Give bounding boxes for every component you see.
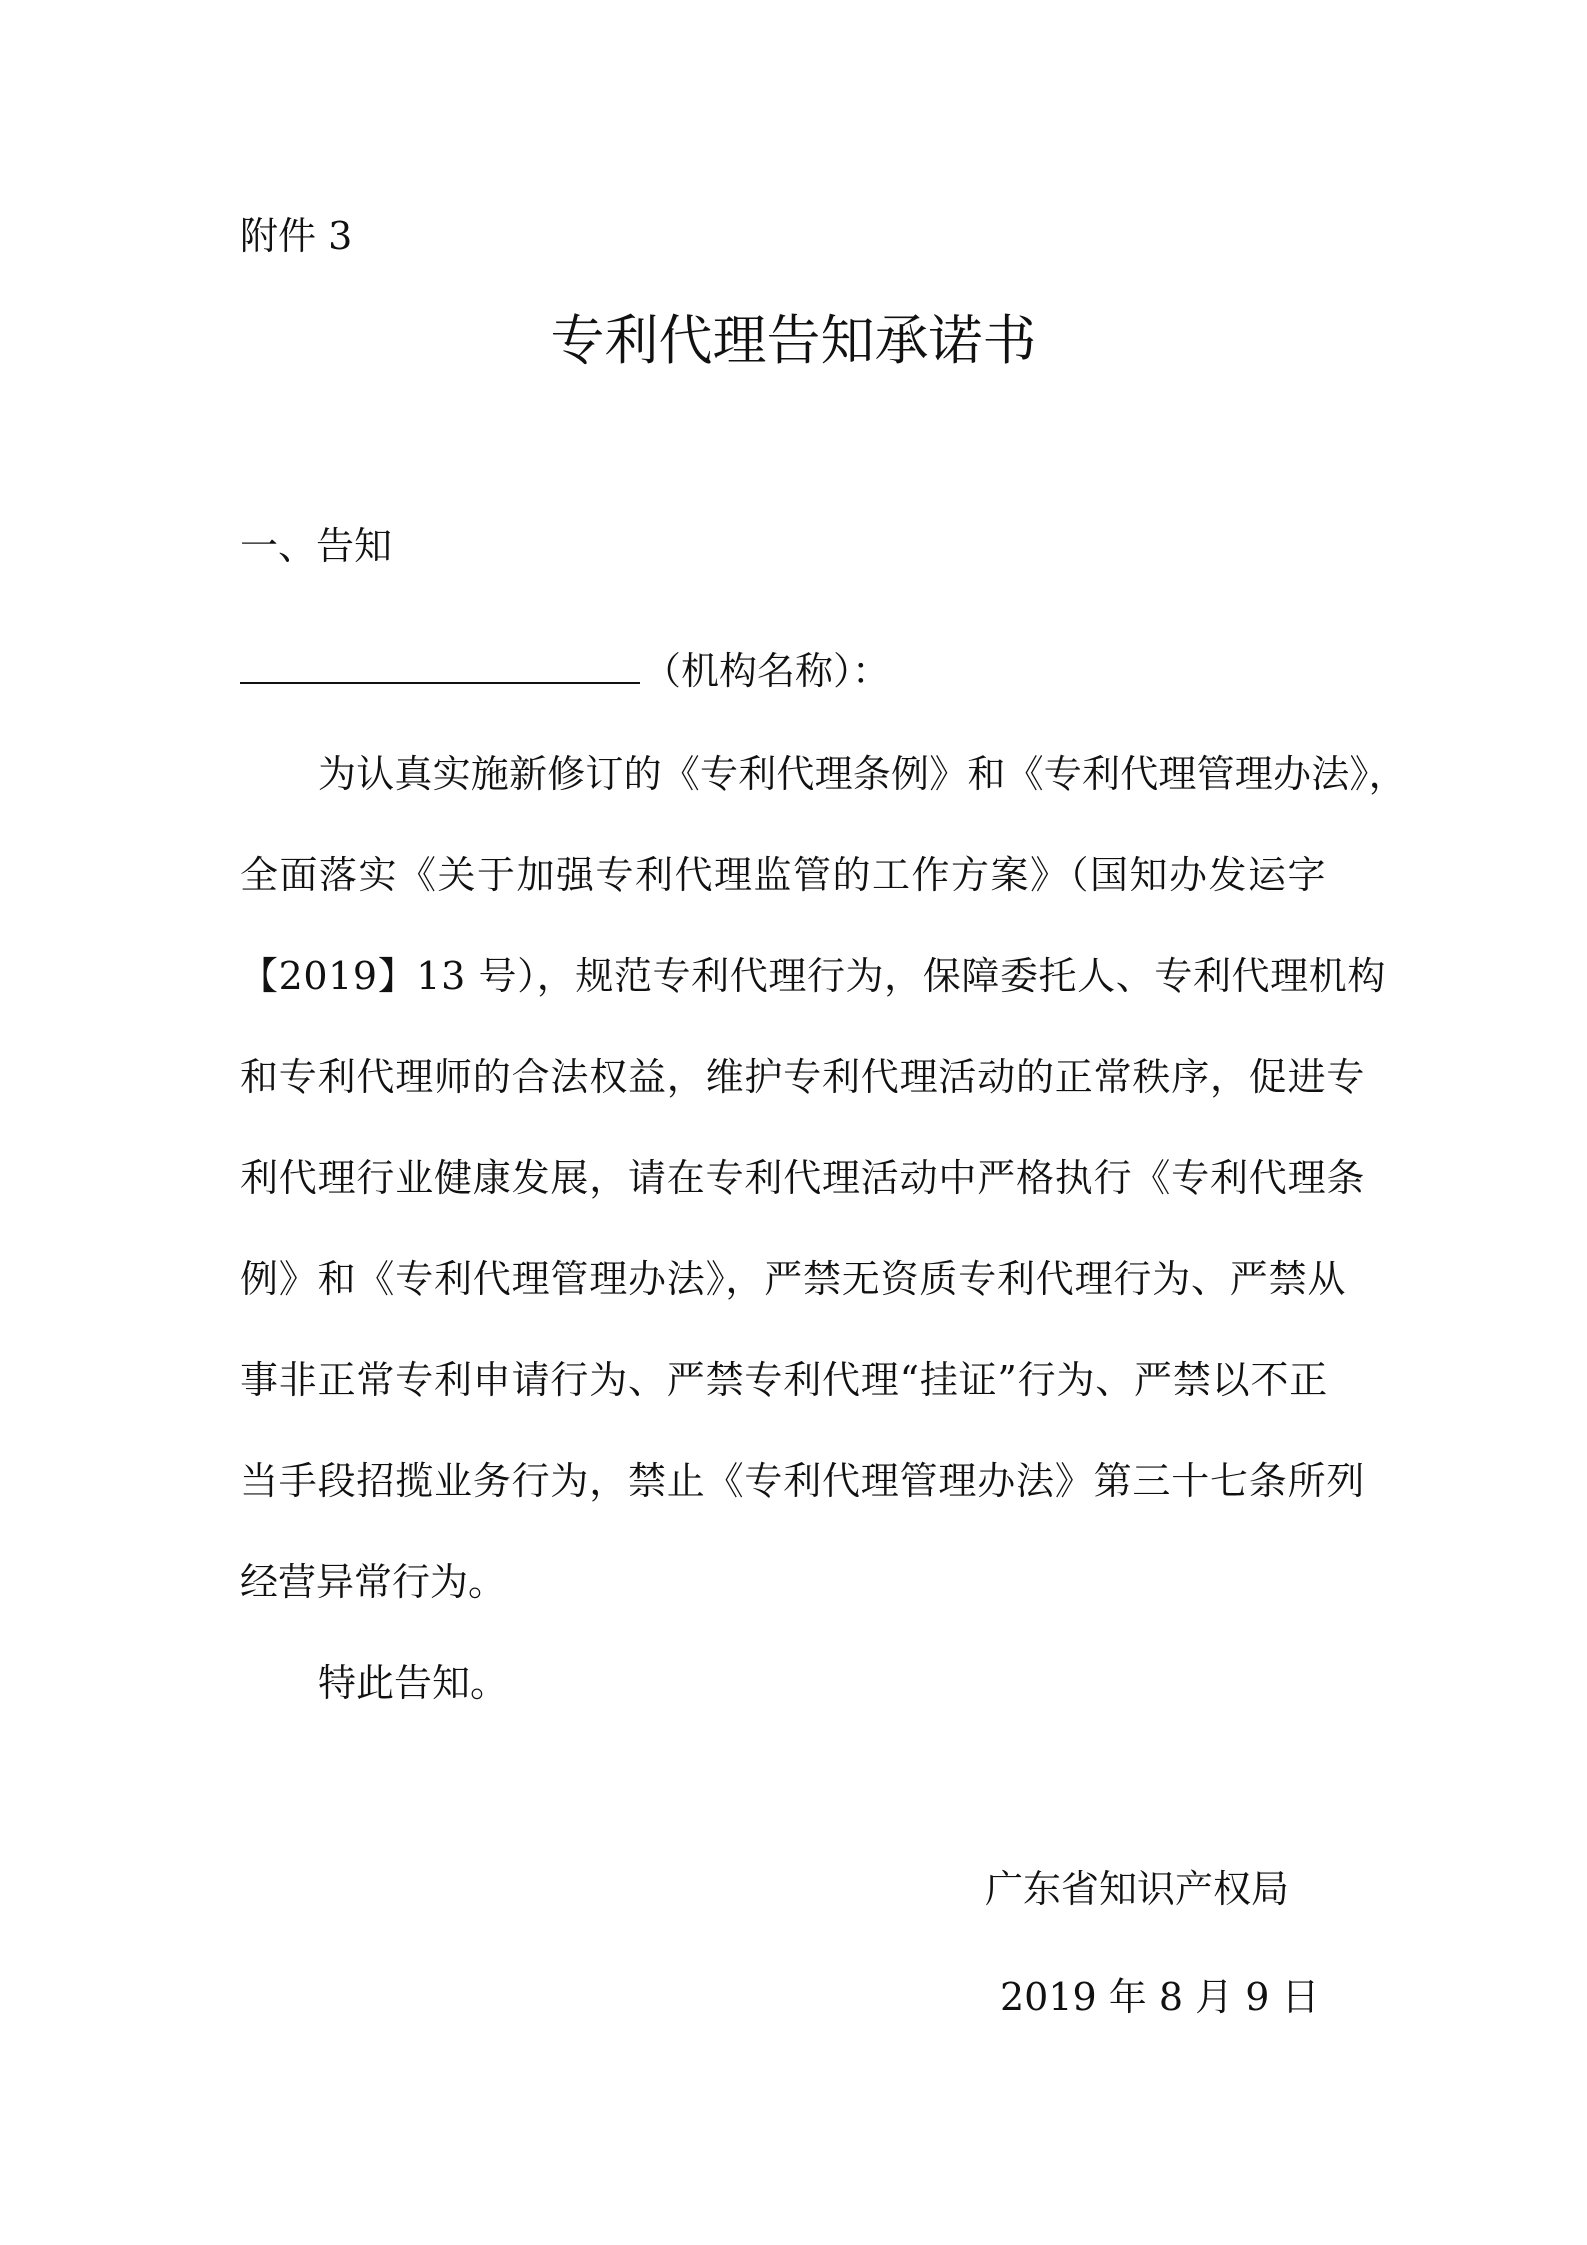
- body-line: 【2019】13 号），规范专利代理行为，保障委托人、专利代理机构: [240, 954, 1386, 998]
- organization-name-blank-line: [240, 682, 640, 684]
- issuer-name: 广东省知识产权局: [985, 1867, 1290, 1911]
- addressee-label: （机构名称）：: [643, 649, 891, 693]
- section-heading: 一、告知: [240, 524, 393, 568]
- closing-line: 特此告知。: [318, 1661, 509, 1705]
- body-line: 经营异常行为。: [240, 1560, 507, 1604]
- issue-date: 2019 年 8 月 9 日: [1000, 1975, 1320, 2019]
- body-line: 利代理行业健康发展，请在专利代理活动中严格执行《专利代理条: [240, 1156, 1366, 1200]
- body-line: 当手段招揽业务行为，禁止《专利代理管理办法》第三十七条所列: [240, 1459, 1366, 1503]
- attachment-label: 附件 3: [240, 214, 353, 258]
- document-title: 专利代理告知承诺书: [550, 309, 1037, 372]
- body-line: 全面落实《关于加强专利代理监管的工作方案》（国知办发运字: [240, 853, 1328, 897]
- body-line: 事非正常专利申请行为、严禁专利代理“挂证”行为、严禁以不正: [240, 1358, 1329, 1402]
- body-line: 和专利代理师的合法权益，维护专利代理活动的正常秩序，促进专: [240, 1055, 1366, 1099]
- body-line: 为认真实施新修订的《专利代理条例》和《专利代理管理办法》，: [318, 752, 1407, 796]
- body-line: 例》和《专利代理管理办法》，严禁无资质专利代理行为、严禁从: [240, 1257, 1347, 1301]
